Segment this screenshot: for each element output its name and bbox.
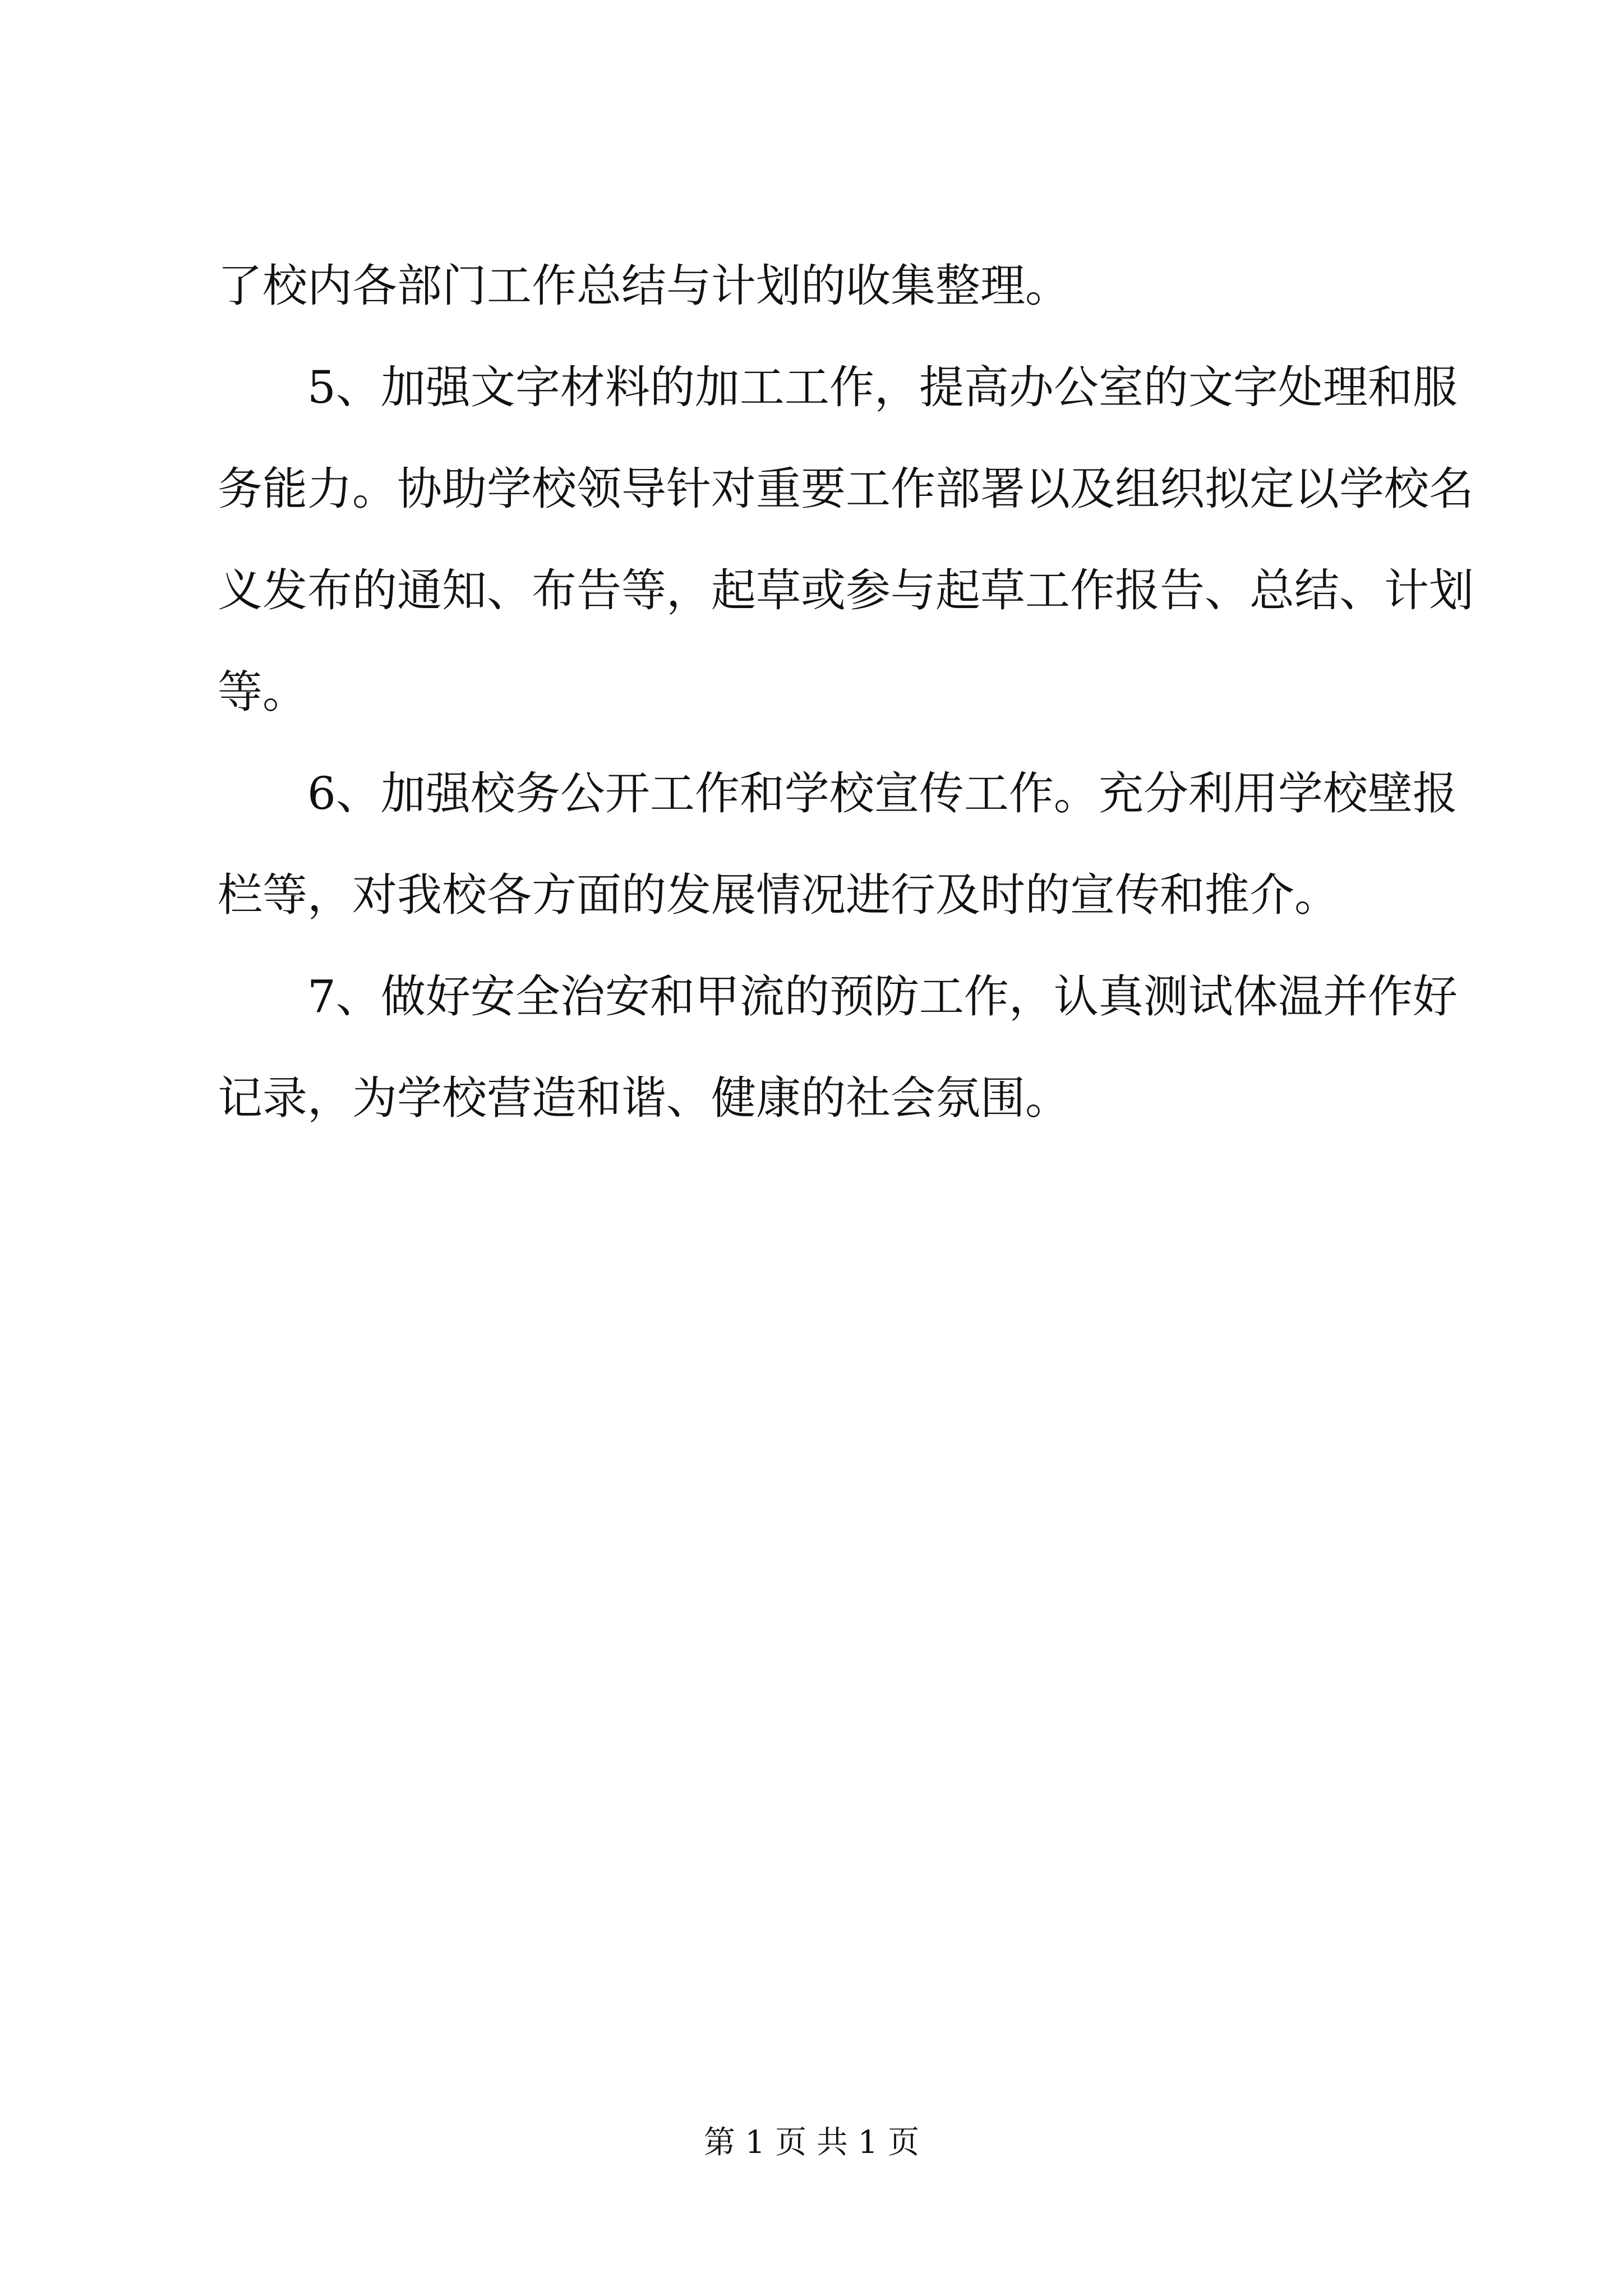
text-line: 6、加强校务公开工作和学校宣传工作。充分利用学校壁报 [307, 767, 1458, 820]
text-line: 义发布的通知、布告等，起草或参与起草工作报告、总结、计划 [218, 564, 1474, 616]
text-line: 了校内各部门工作总结与计划的收集整理。 [218, 260, 1070, 312]
text-line: 记录，为学校营造和谐、健康的社会氛围。 [218, 1072, 1070, 1124]
document-body [218, 260, 1474, 1177]
text-line: 栏等，对我校各方面的发展情况进行及时的宣传和推介。 [218, 869, 1339, 921]
text-line: 务能力。协助学校领导针对重要工作部署以及组织拟定以学校名 [218, 463, 1474, 515]
text-line: 7、做好安全治安和甲流的预防工作，认真测试体温并作好 [307, 970, 1458, 1023]
text-line: 5、加强文字材料的加工工作，提高办公室的文字处理和服 [307, 361, 1458, 413]
page-number-footer: 第 1 页 共 1 页 [703, 2124, 920, 2161]
text-line: 等。 [218, 666, 307, 718]
